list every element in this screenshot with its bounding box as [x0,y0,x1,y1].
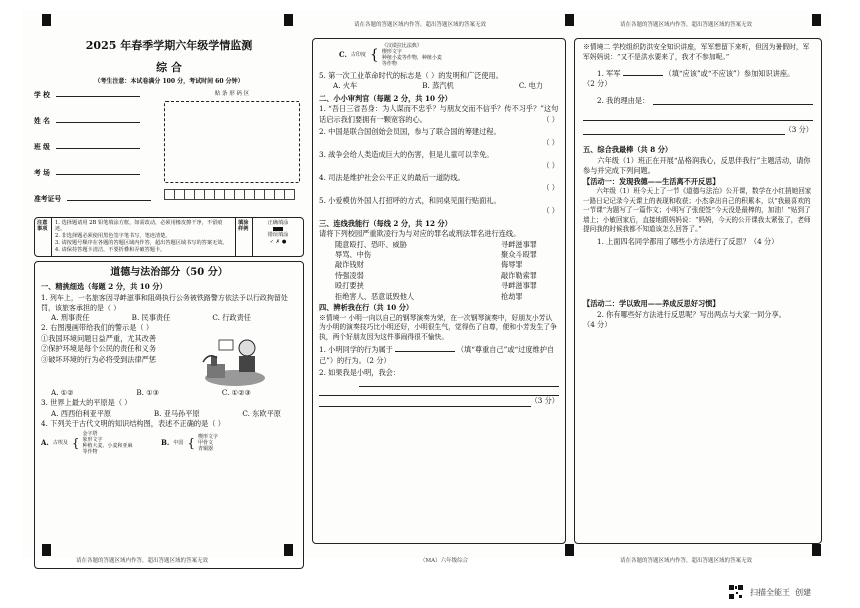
q3-options [51,409,281,419]
registration-mark [812,544,821,556]
option[interactable]: B. 亚马孙平原 [153,408,200,418]
option[interactable]: B. 蒸汽机 [422,81,454,91]
activity1-question: 1. 上面四名同学都用了哪些小方法进行了反思？（4 分） [597,236,779,246]
branch: 楔形文字 [198,434,219,441]
activity1-title: 【活动一：发现我德——生活离不开反思】 [583,176,720,186]
q-label: 1. 军军 [597,68,621,78]
judge-item [319,104,559,125]
answer-line[interactable] [359,386,559,387]
answer-row [583,125,813,135]
link-right-list [501,240,537,303]
score-label: （3 分） [784,125,813,134]
q1-text: 1. 列车上，一名旅客因寻衅滋事和阻碍执行公务被铁路警方依法予以行政拘留处罚，该旅客承担的是（ ） [41,293,288,312]
link-right-item[interactable]: 聚众斗殴罪 [501,250,537,259]
option[interactable]: B. ①③ [136,387,160,397]
case1-text: ※情境一 小明一向以自己的钢琴演奏为荣，在一次钢琴演奏中，好朋友小芳认为小明的演奏技巧比小明还好，小明很生气，觉得伤了自尊，便和小芳发生了争执，两个好朋友因为这件事闹得很不愉快。 [319,313,557,342]
header-notice: 请在各题的答题区域内作答，超出答题区域的答案无效 [354,22,487,28]
branch: 青铜器 [198,446,214,453]
moral-law-section [34,261,304,569]
qr-code-icon [728,584,744,600]
field-room [34,169,164,195]
link-left-item[interactable]: 辱骂、中伤 [335,250,371,259]
answer-line[interactable] [583,134,785,135]
wrong-boxes: ✓ ✗ ● [269,239,287,246]
info-area [34,91,304,213]
link-left-item[interactable]: 随意殴打、恐吓、威胁 [335,239,407,249]
barcode-box [164,101,300,183]
activity1-text: 六年级（1）班今天上了一节《道德与法治》公开课，数学在小红捎她回家一路日记记录今天课上的表现和收获；小杰拿出自己的积累本，以“我最喜欢的一节课”为题写了一篇作文；小明写了张便签“今天没是最棒的，加油！”贴到了墙上；小敏回家后，直接地跟妈妈说：“妈妈，今天的公开课我太紧张了，老师提问我的时候我都不知道该怎么回答了。” [583,187,812,234]
watermark [728,584,811,600]
left-column [34,38,304,569]
answer-sheet [22,10,830,564]
middle-column [312,38,566,544]
branch: 种植小麦等作物，种植小麦等作物 [381,55,442,67]
q4-diagram-a: A. 古埃及 { 金字塔 象形文字 种植大麦、小麦和亚麻等作物 [41,431,133,456]
case2-q1-input[interactable] [623,75,663,76]
branch: 《汉谟拉比法典》 [381,43,422,49]
cartoon-illustration [197,334,267,388]
field-label: 姓 名 [34,116,50,125]
activity1-answer-area[interactable] [583,247,813,299]
part5-title: 五、综合我最棒（共 8 分） [583,145,673,155]
field-label: 学 校 [34,90,50,99]
case2-q2 [597,96,813,106]
option[interactable]: B. 民事责任 [131,312,171,322]
answer-line[interactable] [653,104,813,105]
sample-area [253,218,303,256]
q2-item: ②保护环境是每个公民的责任和义务 [41,344,157,354]
link-left-item[interactable]: 殴打要挟 [335,281,364,291]
part1-title: 一、精挑细选（每题 2 分，共 10 分） [41,282,167,292]
registration-mark [565,544,574,556]
judge-text: 5. 小爱模仿外国人打招呼的方式，和同桌见面行贴面礼。 [319,195,501,205]
registration-mark [284,14,293,26]
field-label: 班 级 [34,142,50,151]
field-class [34,143,164,169]
header-notice: 请在各题的答题区域内作答，超出答题区域的答案无效 [620,22,753,28]
q3-text: 3. 世界上最大的平原是（ ） [41,398,132,408]
option[interactable]: C. 行政责任 [212,312,251,322]
judge-item [319,127,559,148]
exam-info: （考生注意：本试卷满分 100 分，考试时间 60 分钟） [94,77,244,85]
branch: 种植大麦、小麦和亚麻等作物 [82,443,133,456]
field-name [34,117,164,143]
diagram-center: 古印度 [350,52,366,58]
branch: 甲骨文 [198,440,214,447]
option[interactable]: A. 火车 [333,81,358,91]
link-left-list [335,240,414,303]
room-input[interactable] [56,174,140,175]
barcode-label: 贴 条 形 码 区 [214,90,250,97]
q2-item: ③破坏环境的行为必将受到法律严惩 [41,354,157,364]
judge-item [319,196,559,217]
option[interactable]: A. 刑事责任 [51,312,90,322]
judge-text: 1. “吾日三省吾身：为人谋而不忠乎？与朋友交而不信乎？传不习乎？”这句话启示我们要拥有一颗宽容的心。 [319,104,559,124]
class-input[interactable] [56,148,140,149]
notice-list [52,218,235,256]
sample-wrong-label: 错误填涂 [267,232,289,239]
case1-q1 [319,345,559,366]
diagram-branches [198,434,218,452]
sample-right-label: 正确填涂 [267,219,289,226]
q1-options [51,313,251,323]
answer-paren[interactable]: （ ） [542,183,559,193]
q4-diagram-c: C. 古印度 { 《汉谟拉比法典》 楔形文字 种植小麦等作物，种植小麦等作物 [339,43,442,67]
activity2-answer-area[interactable] [583,331,813,421]
activity2-score: （4 分） [583,320,612,330]
q2-text: 2. 右图漫画带给我们的警示是（ ） [41,323,154,333]
option[interactable]: C. 电力 [518,81,543,91]
option[interactable]: C. 东欧平原 [242,408,281,418]
notice-item: 4. 请保持答题卡清洁，不要折叠和弄破答题卡。 [55,246,166,253]
q-label: 2. 我的理由是： [597,95,650,105]
case2-q1-score: （2 分） [583,79,612,89]
score-label: （3 分） [530,396,559,406]
part5-intro: 六年级（1）班正在开展“品格润我心，反思伴我行”主题活动，请你参与并完成下列问题。 [583,155,811,176]
answer-paren[interactable]: （ ） [542,114,559,124]
q2-options [51,388,251,398]
q4-diagrams [41,431,297,455]
link-left-item[interactable]: 拒绝害人、恶意诋毁他人 [335,291,415,301]
diagram-branches [83,431,135,455]
q2-item: ①我国环境问题日益严重，尤其改善 [41,333,157,343]
answer-line[interactable] [583,120,813,121]
diagram-center: 古埃及 [52,440,68,447]
registration-mark [565,14,574,26]
judge-text: 3. 战争会给人类造成巨大的伤害，但是儿童可以幸免。 [319,150,494,160]
diagram-center: 中国 [173,440,184,447]
case2-q1 [597,69,813,79]
q2-items [41,334,191,388]
q-tail: （填“尊重自己”或“过度维护自己”）的行为。（2 分） [319,345,555,365]
link-left-item[interactable]: 恃强凌弱 [335,270,364,280]
link-area [319,240,559,303]
field-label: 考 场 [34,168,50,177]
exam-title: 2025 年春季学期六年级学情监测 [85,39,253,52]
part2-title: 二、小小审判官（每题 2 分，共 10 分） [319,93,452,103]
case1-q2: 2. 如果我是小明，我会： [319,368,401,378]
footer-notice: 请在各题的答题区域内作答，超出答题区域的答案无效 [76,558,209,564]
answer-paren[interactable]: （ ） [542,160,559,170]
notice-box [34,217,304,257]
option[interactable]: A. 西西伯利亚平原 [51,408,112,418]
field-ticket [34,195,164,213]
part3-title: 三、连线我能行（每线 2 分，共 12 分） [319,218,452,228]
activity2-question: 2. 你有哪些好方法进行反思呢？写出两点与大家一同分享。 [597,309,786,319]
q2-block [41,334,297,388]
branch: 楔形文字 [381,49,402,55]
sample-label: 填涂样例 [235,218,253,256]
ticket-number-grid[interactable] [164,189,295,200]
branch: 金字塔 [82,431,98,438]
filled-box [273,227,283,231]
footer-code: （MA）六年级综合 [420,558,469,564]
q5-text: 5. 第一次工业革命时代的标志是（ ）的发明和广泛使用。 [319,71,503,80]
judge-item [319,173,559,194]
student-fields [34,91,164,213]
option[interactable]: A. ①② [51,387,74,397]
notice-item: 2. 非选择题必须使用黑色签字笔书写，笔迹清楚。 [55,233,171,240]
link-right-item[interactable]: 寻衅滋事罪 [501,281,537,291]
registration-mark [42,14,51,26]
judge-item [319,150,559,171]
link-right-item[interactable]: 敲诈勒索罪 [501,270,537,280]
link-left-item[interactable]: 敲诈钱财 [335,260,364,270]
barcode-area [164,91,300,213]
diagram-branches [382,43,442,67]
answer-line[interactable] [319,406,531,407]
case1-q1-input[interactable] [395,351,455,352]
link-right-item[interactable]: 寻衅滋事罪 [501,239,537,249]
exam-subtitle: 综 合 [156,60,182,74]
cartoon-image [197,334,267,388]
answer-row [319,396,559,406]
judge-list [319,104,559,216]
field-school [34,91,164,117]
answer-paren[interactable]: （ ） [542,206,559,216]
field-label: 准考证号 [34,194,62,203]
link-right-item[interactable]: 抢劫罪 [501,291,523,301]
case2-text: ※情境二 学校组织防洪安全知识讲座，军军想留下来听，但因为暑假时，军军妈妈说：“又不是洪水要来了，我才不参加呢。” [583,43,810,61]
branch: 象形文字 [82,437,103,444]
notice-label: 注意事项 [35,218,52,256]
answer-paren[interactable]: （ ） [542,137,559,147]
link-right-item[interactable]: 侮辱罪 [501,260,523,270]
q4-diagram-b: B. 中国 { 楔形文字 甲骨文 青铜器 [161,434,219,453]
section-title: 道德与法治部分（50 分） [110,266,228,278]
judge-text: 2. 中国是联合国创始会员国，参与了联合国的筹建过程。 [319,127,501,137]
q4-text: 4. 下列关于古代文明的知识结构图，表述不正确的是（ ） [41,418,225,428]
part4-title: 四、辨析我在行（共 10 分） [319,303,414,313]
link-intro: 请将下列校园严重欺凌行为与对应的罪名或刑法罪名进行连线。 [319,229,521,239]
q-label: 1. 小明同学的行为属于 [319,345,393,355]
option[interactable]: C. ①②③ [221,387,251,397]
notice-item: 3. 请按题号顺序在各题的答题区域内作答，超出答题区域书写的答案无效。 [55,239,228,246]
registration-mark [812,14,821,26]
q5-options [333,81,543,91]
notice-item: 1. 选择题请用 2B 铅笔填涂方框，如需改动，必须用橡皮擦干净，不留痕迹。 [55,219,223,233]
ticket-input[interactable] [67,200,151,201]
right-column [574,38,822,544]
school-input[interactable] [56,96,140,97]
footer-notice: 请在各题的答题区域内作答，超出答题区域的答案无效 [620,558,753,564]
watermark-text: 扫描全能王 创建 [750,587,812,597]
q-tail: （填“应该”或“不应该”）参加知识讲座。 [664,68,795,78]
activity2-title: 【活动二：学以致用——养成反思好习惯】 [583,299,720,309]
name-input[interactable] [56,122,140,123]
judge-text: 4. 司法是维护社会公平正义的最后一道防线。 [319,172,465,182]
